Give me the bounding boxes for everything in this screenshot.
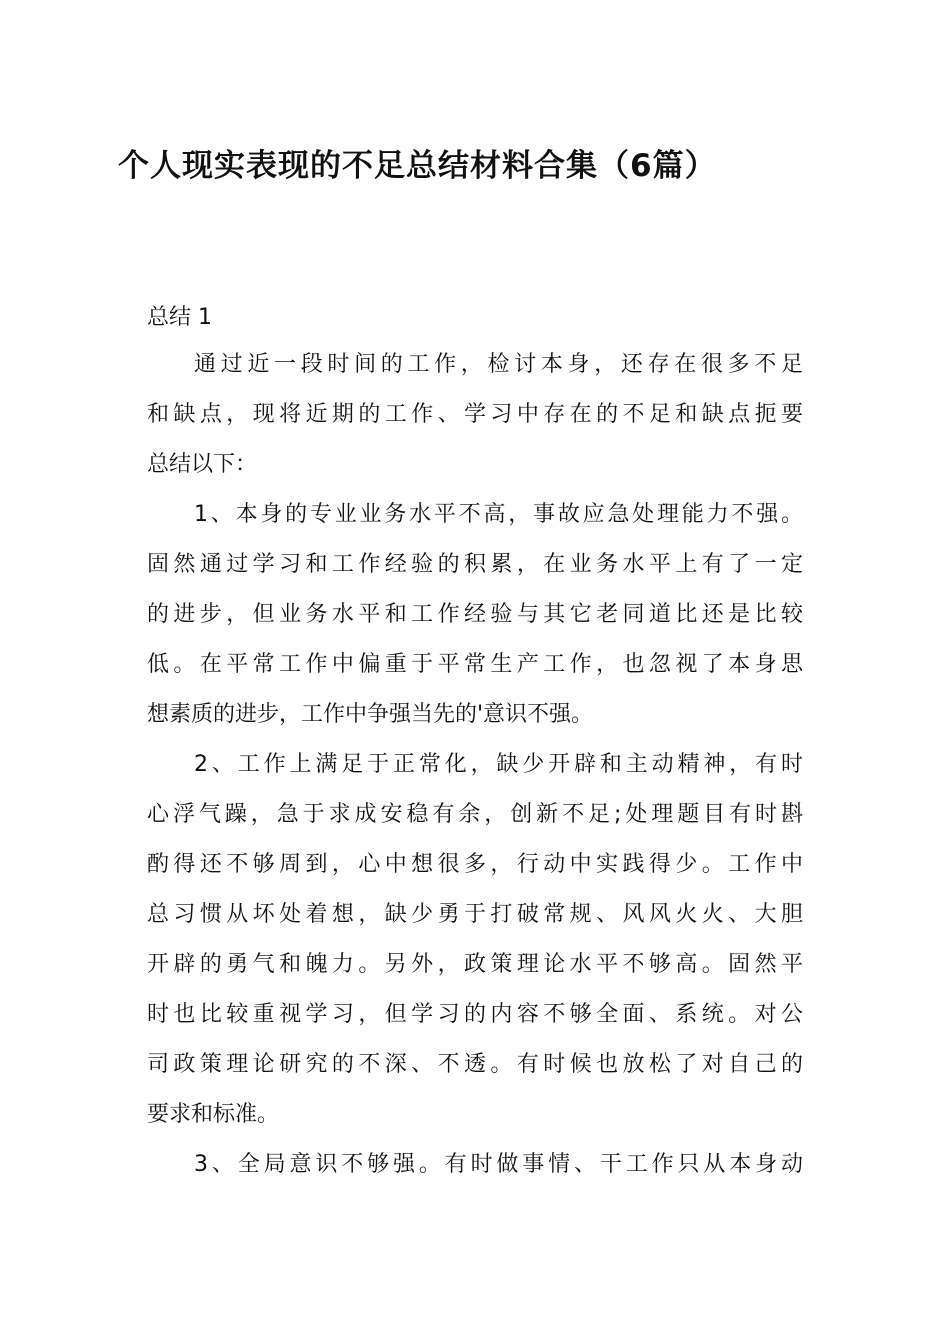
text-line: 低。在平常工作中偏重于平常生产工作，也忽视了本身思 — [147, 652, 803, 677]
text-line: 固然通过学习和工作经验的积累，在业务水平上有了一定 — [147, 552, 803, 577]
text-line: 和缺点，现将近期的工作、学习中存在的不足和缺点扼要 — [147, 402, 803, 427]
text-line: 司政策理论研究的不深、不透。有时候也放松了对自己的 — [147, 1052, 803, 1077]
text-line: 心浮气躁，急于求成安稳有余，创新不足;处理题目有时斟 — [147, 802, 803, 827]
text-line: 3、全局意识不够强。有时做事情、干工作只从本身动 — [194, 1152, 803, 1177]
text-line: 通过近一段时间的工作，检讨本身，还存在很多不足 — [194, 352, 803, 377]
text-line: 想素质的进步，工作中争强当先的'意识不强。 — [147, 702, 594, 727]
text-line: 总习惯从坏处着想，缺少勇于打破常规、风风火火、大胆 — [147, 902, 803, 927]
text-line: 开辟的勇气和魄力。另外，政策理论水平不够高。固然平 — [147, 952, 803, 977]
document-title: 个人现实表现的不足总结材料合集（6篇） — [118, 148, 717, 184]
text-line: 2、工作上满足于正常化，缺少开辟和主动精神，有时 — [194, 752, 803, 777]
text-line: 要求和标准。 — [147, 1102, 280, 1127]
section-heading: 总结 1 — [147, 305, 212, 330]
text-line: 的进步，但业务水平和工作经验与其它老同道比还是比较 — [147, 602, 803, 627]
text-line: 总结以下： — [147, 452, 258, 477]
text-line: 1、本身的专业业务水平不高，事故应急处理能力不强。 — [194, 502, 803, 527]
text-line: 酌得还不够周到，心中想很多，行动中实践得少。工作中 — [147, 852, 803, 877]
text-line: 时也比较重视学习，但学习的内容不够全面、系统。对公 — [147, 1002, 803, 1027]
